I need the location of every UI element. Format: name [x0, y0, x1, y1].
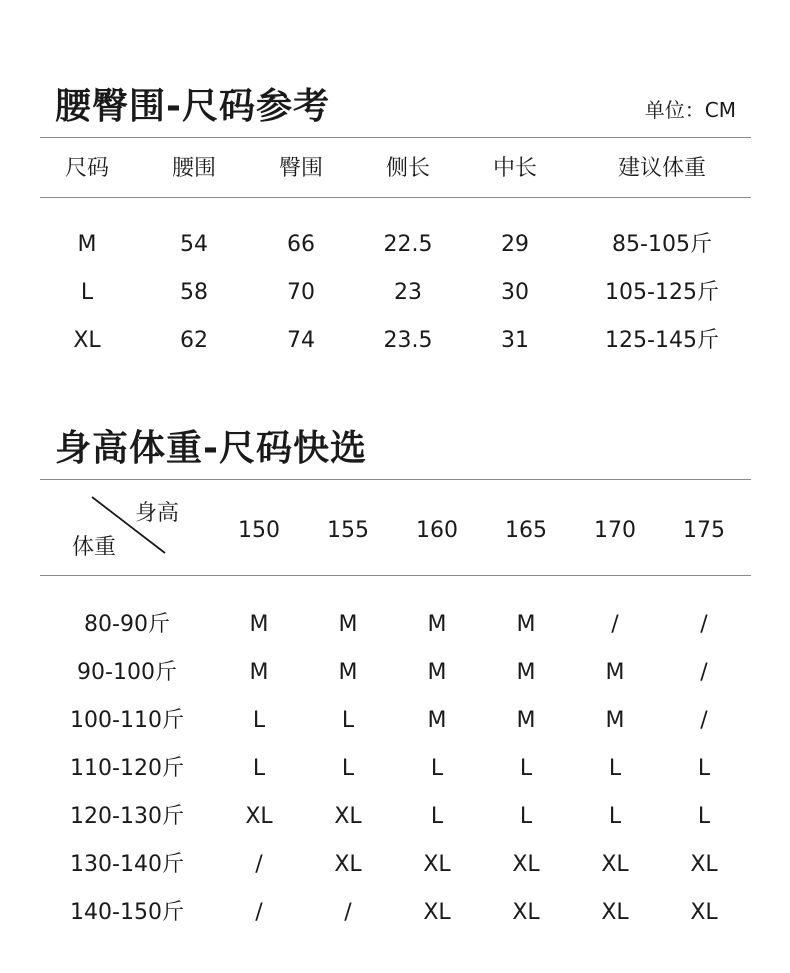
- table2-size-cell: L: [608, 804, 622, 829]
- table2-size-cell: XL: [690, 900, 718, 925]
- table2-size-cell: L: [697, 756, 711, 781]
- table1-cell: 66: [287, 232, 315, 257]
- table2-size-cell: /: [700, 612, 708, 637]
- table2-header-rule: [40, 575, 751, 576]
- table1-header-cell: 臀围: [278, 156, 323, 181]
- table2-size-cell: /: [255, 900, 263, 925]
- table1-cell: 62: [180, 328, 208, 353]
- table2-size-cell: L: [697, 804, 711, 829]
- waist-hip-title: 腰臀围-尺码参考: [55, 86, 330, 127]
- table2-size-cell: L: [252, 756, 266, 781]
- corner-height-label: 身高: [135, 501, 180, 526]
- table2-size-cell: L: [341, 708, 355, 733]
- table2-height-header: 150: [238, 518, 280, 543]
- table2-height-header: 160: [416, 518, 458, 543]
- table1-cell: 31: [501, 328, 529, 353]
- table2-weight-label: 100-110斤: [70, 708, 184, 733]
- table2-size-cell: XL: [512, 852, 540, 877]
- table2-size-cell: L: [341, 756, 355, 781]
- table2-height-header: 175: [683, 518, 725, 543]
- unit-label: 单位：CM: [644, 98, 736, 122]
- table2-size-cell: /: [344, 900, 352, 925]
- table2-weight-label: 120-130斤: [70, 804, 184, 829]
- table1-cell: 54: [180, 232, 208, 257]
- table2-size-cell: XL: [601, 852, 629, 877]
- table2-size-cell: XL: [423, 852, 451, 877]
- table2-height-header: 155: [327, 518, 369, 543]
- table1-cell: M: [77, 232, 97, 257]
- table2-size-cell: XL: [245, 804, 273, 829]
- table1-header-cell: 侧长: [385, 156, 430, 181]
- table1-cell: 85-105斤: [612, 232, 712, 257]
- table1-cell: 125-145斤: [605, 328, 719, 353]
- table2-size-cell: M: [605, 660, 625, 685]
- table2-size-cell: M: [605, 708, 625, 733]
- table1-cell: 74: [287, 328, 315, 353]
- table2-size-cell: M: [516, 708, 536, 733]
- table1-cell: 22.5: [383, 232, 433, 257]
- table2-size-cell: L: [519, 756, 533, 781]
- table2-height-header: 170: [594, 518, 636, 543]
- table2-size-cell: L: [519, 804, 533, 829]
- table2-weight-label: 80-90斤: [84, 612, 170, 637]
- table2-size-cell: /: [700, 708, 708, 733]
- table2-height-header: 165: [505, 518, 547, 543]
- table2-size-cell: M: [427, 660, 447, 685]
- table2-size-cell: M: [249, 660, 269, 685]
- height-weight-title: 身高体重-尺码快选: [55, 428, 367, 469]
- table2-size-cell: XL: [512, 900, 540, 925]
- table1-cell: 30: [501, 280, 529, 305]
- table2-size-cell: M: [338, 660, 358, 685]
- corner-weight-label: 体重: [72, 535, 117, 560]
- table2-weight-label: 90-100斤: [77, 660, 177, 685]
- table1-cell: 29: [501, 232, 529, 257]
- table2-size-cell: XL: [423, 900, 451, 925]
- table2-size-cell: XL: [601, 900, 629, 925]
- table2-size-cell: M: [427, 708, 447, 733]
- table2-weight-label: 130-140斤: [70, 852, 184, 877]
- table1-cell: L: [80, 280, 94, 305]
- table1-header-cell: 建议体重: [617, 156, 706, 181]
- table2-size-cell: M: [249, 612, 269, 637]
- table1-cell: XL: [73, 328, 101, 353]
- table1-cell: 105-125斤: [605, 280, 719, 305]
- table1-cell: 70: [287, 280, 315, 305]
- table2-size-cell: /: [611, 612, 619, 637]
- table2-size-cell: /: [700, 660, 708, 685]
- table1-cell: 58: [180, 280, 208, 305]
- table2-size-cell: M: [427, 612, 447, 637]
- table1-header-cell: 尺码: [64, 156, 109, 181]
- table2-size-cell: M: [516, 660, 536, 685]
- table2-size-cell: M: [338, 612, 358, 637]
- table2-size-cell: L: [430, 756, 444, 781]
- table2-size-cell: /: [255, 852, 263, 877]
- table2-size-cell: L: [430, 804, 444, 829]
- table2-weight-label: 110-120斤: [70, 756, 184, 781]
- table2-size-cell: L: [608, 756, 622, 781]
- table2-size-cell: XL: [334, 852, 362, 877]
- table1-header-cell: 腰围: [171, 156, 216, 181]
- table1-header-cell: 中长: [492, 156, 537, 181]
- table2-size-cell: XL: [690, 852, 718, 877]
- table2-size-cell: L: [252, 708, 266, 733]
- table2-size-cell: M: [516, 612, 536, 637]
- table1-cell: 23.5: [383, 328, 433, 353]
- table2-weight-label: 140-150斤: [70, 900, 184, 925]
- table2-size-cell: XL: [334, 804, 362, 829]
- table1-cell: 23: [394, 280, 422, 305]
